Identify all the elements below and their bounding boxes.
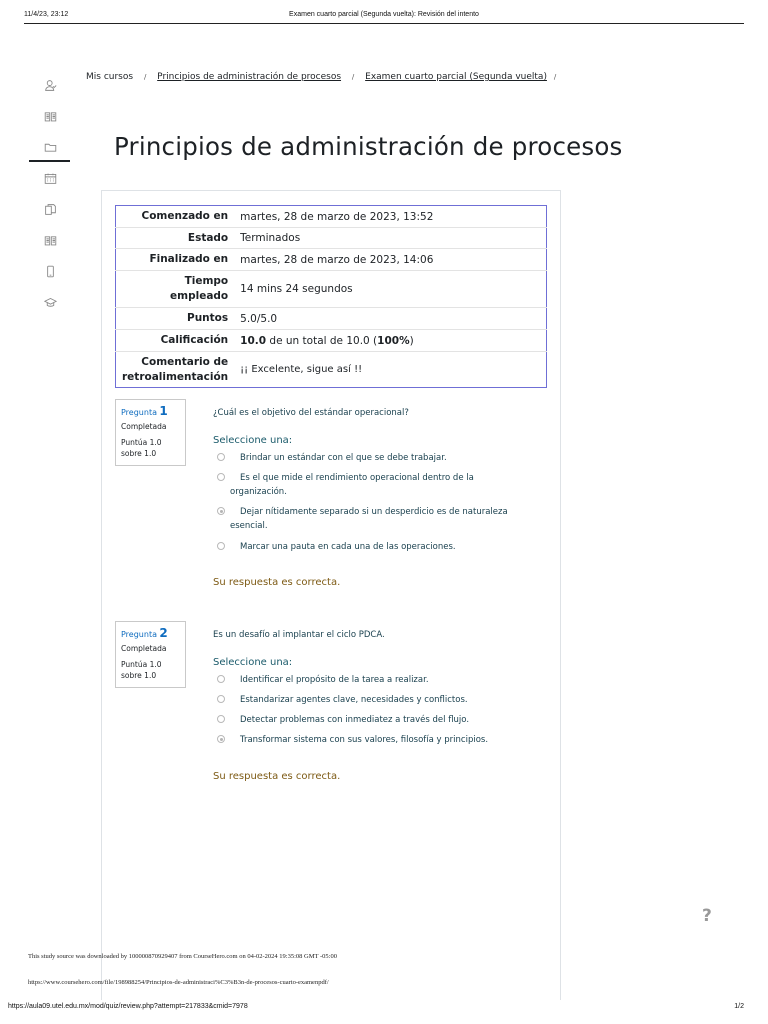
question-number: 2 bbox=[159, 626, 168, 640]
question-prompt: Seleccione una: bbox=[213, 657, 293, 668]
summary-label-line: empleado bbox=[170, 290, 229, 302]
grade-percent: 100% bbox=[377, 334, 410, 347]
summary-value bbox=[234, 330, 546, 352]
folder-icon bbox=[44, 141, 57, 154]
calendar-icon bbox=[44, 172, 57, 185]
answer-option-text: Detectar problemas con inmediatez a través del flujo. bbox=[240, 715, 470, 725]
sidebar-item-profile[interactable] bbox=[28, 70, 72, 101]
question-label: Pregunta bbox=[121, 630, 157, 639]
graduation-cap-icon bbox=[44, 296, 57, 309]
question-state: Completada bbox=[121, 644, 167, 653]
sidebar-item-library[interactable] bbox=[28, 225, 72, 256]
question-grade bbox=[121, 659, 180, 681]
breadcrumb-my-courses[interactable]: Mis cursos bbox=[86, 72, 134, 82]
breadcrumb-quiz-link[interactable]: Examen cuarto parcial (Segunda vuelta) bbox=[365, 72, 547, 82]
print-footer-url: https://aula09.utel.edu.mx/mod/quiz/review.php?attempt=217833&cmid=7978 bbox=[8, 1003, 248, 1010]
question-state: Completada bbox=[121, 422, 167, 431]
question-prompt: Seleccione una: bbox=[213, 435, 293, 446]
answer-option-text: Brindar un estándar con el que se debe trabajar. bbox=[240, 453, 447, 463]
attempt-summary-table bbox=[115, 205, 547, 388]
radio-button[interactable] bbox=[217, 715, 225, 723]
summary-label-line: retroalimentación bbox=[122, 370, 229, 383]
radio-button-selected[interactable] bbox=[217, 735, 225, 743]
question-grade-line: sobre 1.0 bbox=[121, 449, 157, 458]
radio-button-selected[interactable] bbox=[217, 507, 225, 515]
sidebar-item-files[interactable] bbox=[28, 132, 72, 163]
summary-row-grade bbox=[116, 330, 547, 352]
summary-label: Puntos bbox=[116, 308, 235, 330]
copy-icon bbox=[44, 203, 57, 216]
print-datetime: 11/4/23, 23:12 bbox=[24, 11, 69, 18]
question-info-1 bbox=[115, 399, 186, 466]
answer-option[interactable] bbox=[217, 471, 527, 499]
help-button[interactable]: ? bbox=[702, 906, 712, 926]
sidebar-item-mobile[interactable] bbox=[28, 256, 72, 287]
grade-total: de un total de 10.0 ( bbox=[269, 334, 378, 347]
question-text: ¿Cuál es el objetivo del estándar operacional? bbox=[213, 408, 409, 418]
breadcrumb-separator: / bbox=[553, 73, 557, 81]
user-icon bbox=[44, 79, 57, 92]
summary-row-started bbox=[116, 206, 547, 228]
answer-option-text: Estandarizar agentes clave, necesidades y conflictos. bbox=[240, 695, 468, 705]
print-title: Examen cuarto parcial (Segunda vuelta): Revisión del intento bbox=[289, 11, 479, 18]
answer-option-text: organización. bbox=[230, 487, 287, 497]
question-feedback: Su respuesta es correcta. bbox=[213, 577, 341, 588]
summary-label bbox=[116, 271, 235, 308]
summary-label bbox=[116, 352, 235, 388]
answer-option-text: Transformar sistema con sus valores, filosofía y principios. bbox=[240, 735, 489, 745]
answer-option-selected[interactable] bbox=[217, 505, 527, 533]
answer-option[interactable] bbox=[217, 693, 527, 707]
grade-score: 10.0 bbox=[240, 334, 267, 347]
summary-value: 14 mins 24 segundos bbox=[234, 271, 546, 308]
question-grade-line: Puntúa 1.0 bbox=[121, 438, 162, 447]
question-grade bbox=[121, 437, 180, 459]
question-grade-line: sobre 1.0 bbox=[121, 671, 157, 680]
summary-row-points bbox=[116, 308, 547, 330]
question-number: 1 bbox=[159, 404, 168, 418]
radio-button[interactable] bbox=[217, 695, 225, 703]
page-title: Principios de administración de procesos bbox=[114, 132, 623, 161]
question-grade-line: Puntúa 1.0 bbox=[121, 660, 162, 669]
summary-value: 5.0/5.0 bbox=[234, 308, 546, 330]
breadcrumb bbox=[86, 72, 564, 82]
print-header-rule bbox=[24, 23, 744, 24]
breadcrumb-course-link[interactable]: Principios de administración de procesos bbox=[157, 72, 342, 82]
summary-row-feedback bbox=[116, 352, 547, 388]
breadcrumb-separator: / bbox=[143, 73, 147, 81]
radio-button[interactable] bbox=[217, 453, 225, 461]
summary-row-time-taken bbox=[116, 271, 547, 308]
answer-option-text: Identificar el propósito de la tarea a realizar. bbox=[240, 675, 429, 685]
book-icon bbox=[44, 110, 57, 123]
summary-row-finished bbox=[116, 249, 547, 271]
answer-option-text: Dejar nítidamente separado si un desperdicio es de naturaleza bbox=[240, 507, 508, 517]
sidebar-item-courses[interactable] bbox=[28, 101, 72, 132]
summary-label: Comenzado en bbox=[141, 210, 229, 222]
summary-label: Estado bbox=[116, 228, 235, 249]
answer-option[interactable] bbox=[217, 713, 527, 727]
summary-value: martes, 28 de marzo de 2023, 13:52 bbox=[240, 210, 434, 223]
sidebar-item-academic[interactable] bbox=[28, 287, 72, 318]
sidebar-item-calendar[interactable] bbox=[28, 163, 72, 194]
answer-option-text: esencial. bbox=[230, 521, 268, 531]
answer-option-selected[interactable] bbox=[217, 733, 527, 747]
radio-button[interactable] bbox=[217, 473, 225, 481]
source-watermark: This study source was downloaded by 100000870929407 from CourseHero.com on 04-02-2024 19:35:08 GMT -05:00 bbox=[28, 953, 337, 960]
sidebar bbox=[28, 70, 72, 318]
summary-value: Terminados bbox=[234, 228, 546, 249]
print-page-number: 1/2 bbox=[734, 1003, 744, 1010]
summary-label-line: Comentario de bbox=[141, 355, 229, 368]
phone-icon bbox=[44, 265, 57, 278]
radio-button[interactable] bbox=[217, 542, 225, 550]
book-open-icon bbox=[44, 234, 57, 247]
question-info-2 bbox=[115, 621, 186, 688]
summary-row-state bbox=[116, 228, 547, 249]
summary-value: ¡¡ Excelente, sigue así !! bbox=[234, 352, 546, 388]
question-label: Pregunta bbox=[121, 408, 157, 417]
source-watermark-url: https://www.coursehero.com/file/198988254/Principios-de-administraci%C3%B3n-de-procesos-cuarto-examenpdf/ bbox=[28, 979, 329, 986]
answer-option-text: Marcar una pauta en cada una de las operaciones. bbox=[240, 542, 456, 552]
summary-label: Finalizado en bbox=[116, 249, 235, 271]
answer-option[interactable] bbox=[217, 540, 527, 554]
summary-value: martes, 28 de marzo de 2023, 14:06 bbox=[234, 249, 546, 271]
answer-option[interactable] bbox=[217, 451, 527, 465]
grade-close: ) bbox=[409, 334, 414, 347]
breadcrumb-separator: / bbox=[351, 73, 355, 81]
answer-option-text: Es el que mide el rendimiento operacional dentro de la bbox=[240, 473, 474, 483]
sidebar-item-documents[interactable] bbox=[28, 194, 72, 225]
question-text: Es un desafío al implantar el ciclo PDCA. bbox=[213, 630, 385, 640]
summary-label: Calificación bbox=[116, 330, 235, 352]
radio-button[interactable] bbox=[217, 675, 225, 683]
summary-label-line: Tiempo bbox=[184, 275, 229, 287]
question-feedback: Su respuesta es correcta. bbox=[213, 771, 341, 782]
answer-option[interactable] bbox=[217, 673, 527, 687]
